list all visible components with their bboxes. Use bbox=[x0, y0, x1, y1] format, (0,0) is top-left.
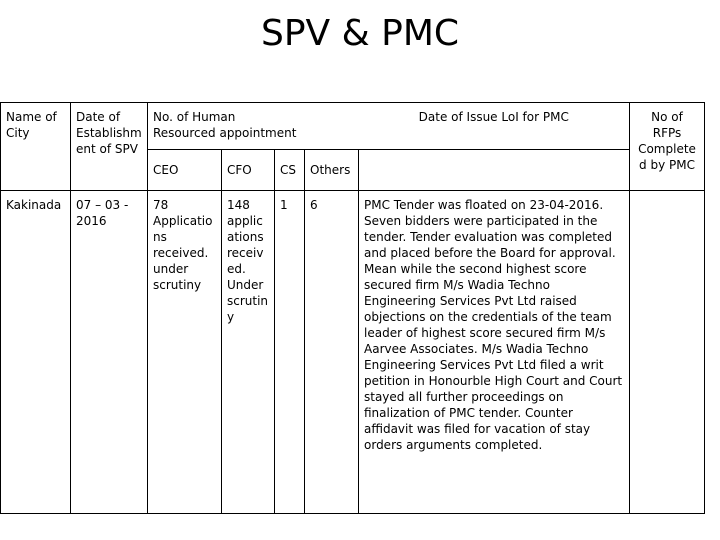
header-loi-blank bbox=[359, 150, 630, 191]
header-cfo: CFO bbox=[222, 150, 275, 191]
header-city: Name of City bbox=[1, 103, 71, 191]
slide-title: SPV & PMC bbox=[260, 13, 460, 54]
header-human-resourced: No. of Human Resourced appointment bbox=[148, 103, 305, 150]
header-loi-date: Date of Issue LoI for PMC bbox=[359, 103, 630, 150]
cell-city: Kakinada bbox=[1, 191, 71, 514]
cell-establishment: 07 – 03 - 2016 bbox=[71, 191, 148, 514]
cell-cfo: 148 applications received. Under scrutiny bbox=[222, 191, 275, 514]
spv-pmc-table bbox=[0, 102, 705, 514]
header-rfps: No of RFPs Completed by PMC bbox=[630, 103, 705, 191]
cell-cs: 1 bbox=[275, 191, 305, 514]
header-ceo: CEO bbox=[148, 150, 222, 191]
header-cs: CS bbox=[275, 150, 305, 191]
cell-loi-date: PMC Tender was floated on 23-04-2016. Seven bidders were participated in the tender. Tender evaluation was completed and placed before the Board for approval. Mean while the second highest score secured firm M/s Wadia Techno Engineering Services Pvt Ltd raised objections on the credentials of the team leader of highest score secured firm M/s Aarvee Associates. M/s Wadia Techno Engineering Services Pvt Ltd filed a writ petition in Honourble High Court and Court stayed all further proceedings on finalization of PMC tender. Counter affidavit was filed for vacation of stay orders arguments completed. bbox=[359, 191, 630, 514]
header-row bbox=[1, 103, 705, 150]
header-spacer bbox=[305, 103, 359, 150]
header-establishment: Date of Establishment of SPV bbox=[71, 103, 148, 191]
cell-rfps bbox=[630, 191, 705, 514]
cell-ceo: 78 Applications received. under scrutiny bbox=[148, 191, 222, 514]
table-row bbox=[1, 191, 705, 514]
cell-others: 6 bbox=[305, 191, 359, 514]
header-others: Others bbox=[305, 150, 359, 191]
